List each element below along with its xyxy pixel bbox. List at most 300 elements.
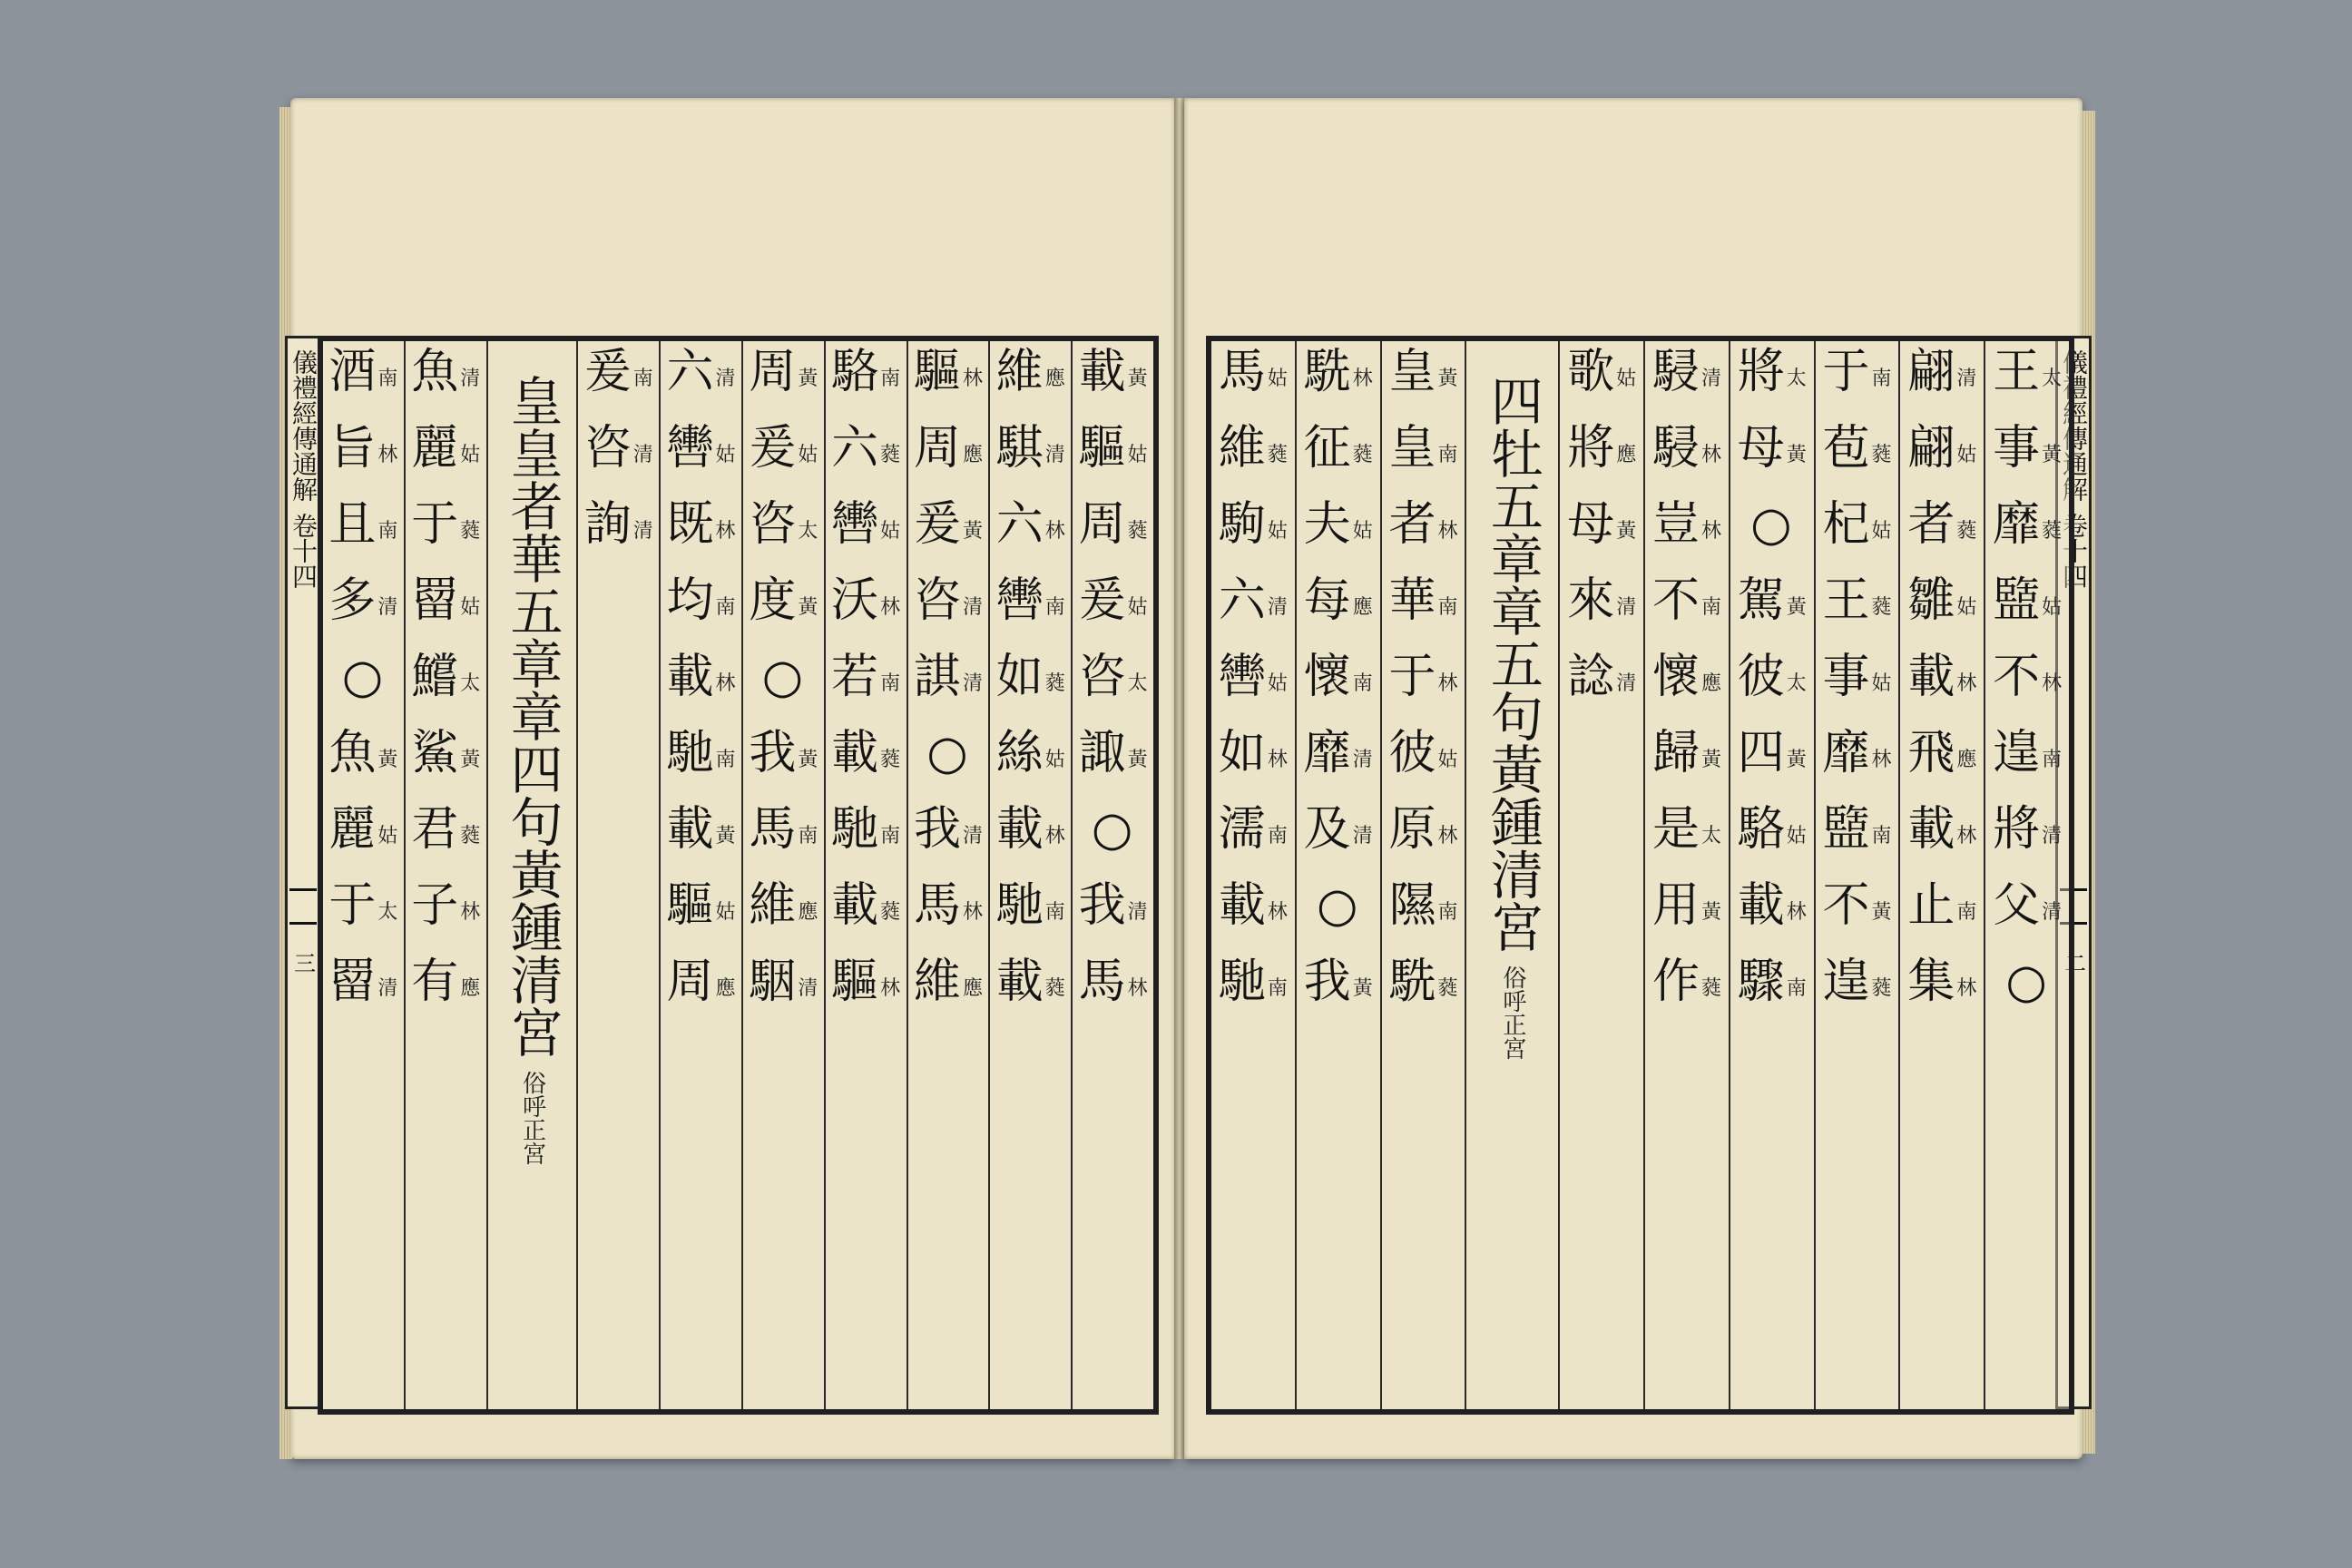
pitch-annotation: 林 [377, 444, 398, 466]
pitch-annotation: 太 [798, 520, 818, 543]
pitch-annotation: 黃 [715, 825, 736, 848]
pitch-annotation: 清 [1616, 672, 1637, 695]
main-character: 作 [1651, 955, 1700, 1009]
pitch-annotation: 清 [1352, 825, 1373, 848]
main-character: 既 [666, 497, 714, 552]
pitch-annotation: 姑 [1956, 444, 1977, 466]
fish-tail-mark-icon [289, 888, 317, 925]
text-cell [667, 575, 736, 652]
text-cell [667, 347, 736, 423]
main-character: 用 [1651, 878, 1700, 933]
pitch-annotation: 林 [880, 977, 901, 1000]
text-cell [328, 728, 397, 804]
pitch-annotation: 清 [962, 825, 983, 848]
main-character: 集 [1907, 955, 1955, 1009]
main-character: 靡 [1303, 726, 1351, 780]
pitch-annotation: 清 [962, 672, 983, 695]
text-cell [1219, 956, 1288, 1033]
text-cell [1738, 423, 1807, 499]
pitch-annotation: 黃 [1127, 749, 1148, 771]
pitch-annotation: 黃 [1437, 368, 1458, 390]
pitch-annotation: 蕤 [1871, 444, 1892, 466]
pitch-annotation: 南 [1956, 901, 1977, 924]
main-character: 不 [1993, 650, 2041, 704]
main-character: 彼 [1737, 650, 1785, 704]
pitch-annotation: 姑 [1616, 368, 1637, 390]
pitch-annotation: 清 [715, 368, 736, 390]
text-cell [584, 499, 653, 575]
pitch-annotation: 姑 [1871, 672, 1892, 695]
pitch-annotation: 姑 [1267, 672, 1288, 695]
text-cell [1907, 804, 1976, 880]
pitch-annotation: 林 [715, 520, 736, 543]
pitch-annotation: 清 [1352, 749, 1373, 771]
pitch-annotation: 清 [1616, 596, 1637, 619]
text-cell [831, 956, 900, 1033]
text-cell [1388, 728, 1457, 804]
pitch-annotation: 南 [1437, 444, 1458, 466]
main-character: 歸 [1651, 726, 1700, 780]
text-cell [749, 423, 818, 499]
main-character: 馳 [666, 726, 714, 780]
main-character: 轡 [666, 421, 714, 475]
page-number: 三 [289, 952, 316, 974]
main-character: 魚 [411, 345, 459, 399]
pitch-annotation: 姑 [1267, 368, 1288, 390]
main-character: 母 [1737, 421, 1785, 475]
main-character: 君 [411, 802, 459, 857]
text-cell [1601, 956, 1602, 1033]
main-character: 母 [1567, 497, 1615, 552]
text-cell [914, 347, 983, 423]
pitch-annotation: 應 [798, 901, 818, 924]
page-number: 二 [2060, 952, 2086, 974]
main-character: 遑 [1993, 726, 2041, 780]
text-cell [996, 423, 1065, 499]
text-cell [1388, 423, 1457, 499]
pitch-annotation: 姑 [1267, 520, 1288, 543]
main-character: 子 [411, 878, 459, 933]
main-character: 止 [1907, 878, 1955, 933]
pitch-annotation: 清 [798, 977, 818, 1000]
main-character: 于 [328, 878, 377, 933]
main-character: 咨 [749, 497, 797, 552]
pitch-annotation: 姑 [715, 901, 736, 924]
pitch-annotation: 林 [1437, 520, 1458, 543]
text-cell [1652, 956, 1721, 1033]
pitch-annotation: 南 [880, 368, 901, 390]
main-character: 罶 [328, 955, 377, 1009]
text-cell [667, 804, 736, 880]
text-column [906, 341, 989, 1409]
main-character: 爰 [1078, 573, 1126, 628]
main-character: 靡 [1993, 497, 2041, 552]
text-cell [1304, 347, 1373, 423]
text-cell [831, 499, 900, 575]
pitch-annotation: 林 [1956, 672, 1977, 695]
main-character: 皇 [1388, 421, 1436, 475]
text-cell [1219, 575, 1288, 652]
pitch-annotation: 姑 [1044, 749, 1065, 771]
text-cell [1993, 652, 2062, 728]
text-cell [1079, 880, 1148, 956]
pitch-annotation: 南 [880, 825, 901, 848]
text-cell [1219, 347, 1288, 423]
main-character: 多 [328, 573, 377, 628]
main-character: 是 [1651, 802, 1700, 857]
text-cell [1738, 956, 1807, 1033]
text-cell [1652, 652, 1721, 728]
pitch-annotation: 蕤 [1267, 444, 1288, 466]
main-character: 轡 [995, 573, 1044, 628]
text-cell [667, 956, 736, 1033]
spine-title: 儀禮經傳通解 [289, 349, 318, 502]
text-column [1984, 341, 2069, 1409]
main-character: 每 [1303, 573, 1351, 628]
pitch-annotation: 黃 [377, 749, 398, 771]
spine-volume: 卷十四 [289, 513, 318, 589]
main-character: 懷 [1303, 650, 1351, 704]
pitch-annotation: 林 [2042, 672, 2063, 695]
text-cell [1079, 499, 1148, 575]
right-page [1184, 98, 2089, 1459]
text-cell [1567, 652, 1636, 728]
text-cell [1823, 956, 1892, 1033]
text-cell [1219, 804, 1288, 880]
main-character: 靡 [1822, 726, 1870, 780]
pitch-annotation: 黃 [1700, 901, 1721, 924]
text-cell [1750, 499, 1793, 575]
main-character: 隰 [1388, 878, 1436, 933]
text-cell [411, 652, 480, 728]
text-cell [618, 652, 620, 728]
text-cell [749, 880, 818, 956]
text-cell [1823, 880, 1892, 956]
text-cell [1567, 423, 1636, 499]
main-character: 載 [831, 878, 879, 933]
pitch-annotation: 黃 [460, 749, 481, 771]
main-character: 維 [1218, 421, 1266, 475]
pitch-annotation: 姑 [460, 444, 481, 466]
pitch-annotation: 南 [1786, 977, 1807, 1000]
text-cell [1738, 347, 1807, 423]
pitch-annotation: 黃 [2042, 444, 2063, 466]
main-character: 盬 [1993, 573, 2041, 628]
pitch-annotation: 南 [377, 368, 398, 390]
main-character: 驅 [1078, 421, 1126, 475]
text-cell [1993, 347, 2062, 423]
text-cell [1993, 804, 2062, 880]
text-cell [1823, 499, 1892, 575]
pitch-annotation: 林 [1044, 825, 1065, 848]
text-cell [1652, 423, 1721, 499]
main-character: 若 [831, 650, 879, 704]
pitch-annotation: 黃 [1786, 749, 1807, 771]
main-character: 諏 [1078, 726, 1126, 780]
text-column [1380, 341, 1465, 1409]
main-character: 維 [913, 955, 961, 1009]
pitch-annotation: 應 [1700, 672, 1721, 695]
main-character: 驅 [913, 345, 961, 399]
main-character: 沃 [831, 573, 879, 628]
pitch-annotation: 太 [1786, 368, 1807, 390]
main-character: 華 [1388, 573, 1436, 628]
main-character: 酒 [328, 345, 377, 399]
text-cell [1079, 652, 1148, 728]
pitch-annotation: 林 [880, 596, 901, 619]
pitch-annotation: 蕤 [1437, 977, 1458, 1000]
text-cell [1907, 956, 1976, 1033]
main-character: 懷 [1651, 650, 1700, 704]
pitch-annotation: 林 [715, 672, 736, 695]
text-columns [323, 341, 1153, 1409]
text-cell [914, 652, 983, 728]
pitch-annotation: 林 [1786, 901, 1807, 924]
pitch-annotation: 林 [1437, 825, 1458, 848]
spine-volume: 卷十四 [2059, 513, 2089, 589]
pitch-annotation: 林 [962, 901, 983, 924]
main-character: 騏 [995, 421, 1044, 475]
text-cell [667, 423, 736, 499]
text-cell [1219, 728, 1288, 804]
pitch-annotation: 黃 [1871, 901, 1892, 924]
main-character: 不 [1651, 573, 1700, 628]
main-character: 駱 [1737, 802, 1785, 857]
text-cell [328, 880, 397, 956]
text-cell [1304, 956, 1373, 1033]
text-cell [926, 728, 969, 804]
main-character: 麗 [411, 421, 459, 475]
main-character: 盬 [1822, 802, 1870, 857]
text-cell [1567, 575, 1636, 652]
main-character: 咨 [1078, 650, 1126, 704]
pitch-annotation: 姑 [377, 825, 398, 848]
pitch-annotation: 南 [1871, 825, 1892, 848]
pitch-annotation: 姑 [880, 520, 901, 543]
text-cell [1317, 880, 1359, 956]
text-cell [1304, 728, 1373, 804]
text-column [1211, 341, 1295, 1409]
text-column [1071, 341, 1153, 1409]
main-character: 征 [1303, 421, 1351, 475]
pitch-annotation: 林 [1956, 825, 1977, 848]
main-character: 六 [995, 497, 1044, 552]
text-cell [667, 880, 736, 956]
text-cell [411, 728, 480, 804]
pitch-annotation: 黃 [1786, 444, 1807, 466]
text-cell [1738, 652, 1807, 728]
pitch-annotation: 太 [377, 901, 398, 924]
pitch-annotation: 太 [2042, 368, 2063, 390]
text-cell [1823, 804, 1892, 880]
text-cell [1219, 423, 1288, 499]
text-cell [749, 956, 818, 1033]
pitch-annotation: 林 [1700, 520, 1721, 543]
pitch-annotation: 姑 [1956, 596, 1977, 619]
main-character: 雛 [1907, 573, 1955, 628]
pitch-annotation: 南 [1044, 901, 1065, 924]
pitch-annotation: 林 [1044, 520, 1065, 543]
main-character: 爰 [583, 345, 632, 399]
pitch-annotation: 林 [962, 368, 983, 390]
pitch-annotation: 南 [1267, 825, 1288, 848]
text-cell [1079, 956, 1148, 1033]
text-column [486, 341, 577, 1409]
pitch-annotation: 南 [377, 520, 398, 543]
pitch-annotation: 蕤 [880, 901, 901, 924]
main-character: 將 [1737, 345, 1785, 399]
text-cell [749, 347, 818, 423]
open-book [290, 98, 2087, 1468]
text-cell [831, 575, 900, 652]
text-cell [1079, 575, 1148, 652]
text-cell [1738, 575, 1807, 652]
text-cell [996, 499, 1065, 575]
pitch-annotation: 蕤 [1700, 977, 1721, 1000]
text-cell [1907, 728, 1976, 804]
main-character: 絲 [995, 726, 1044, 780]
pitch-annotation: 林 [1700, 444, 1721, 466]
text-cell [411, 423, 480, 499]
text-cell [667, 499, 736, 575]
pitch-annotation: 黃 [1616, 520, 1637, 543]
text-column [1295, 341, 1380, 1409]
main-character: 載 [1907, 650, 1955, 704]
pitch-annotation: 南 [1700, 596, 1721, 619]
main-character: 者 [1388, 497, 1436, 552]
main-character: 罶 [411, 573, 459, 628]
pitch-annotation: 應 [1352, 596, 1373, 619]
pitch-annotation: 姑 [1437, 749, 1458, 771]
text-cell [1219, 880, 1288, 956]
main-character: 于 [411, 497, 459, 552]
text-cell [618, 728, 620, 804]
pitch-annotation: 清 [2042, 825, 2063, 848]
text-cell [1993, 423, 2062, 499]
text-cell [914, 880, 983, 956]
pitch-annotation: 南 [632, 368, 653, 390]
main-character: 父 [1993, 878, 2041, 933]
text-cell [1567, 499, 1636, 575]
main-character: 翩 [1907, 345, 1955, 399]
text-cell [914, 956, 983, 1033]
main-character: 驅 [666, 878, 714, 933]
pitch-annotation: 南 [715, 749, 736, 771]
pitch-annotation: 蕤 [1044, 672, 1065, 695]
main-character: 驅 [831, 955, 879, 1009]
pitch-annotation: 姑 [1127, 596, 1148, 619]
text-cell [1907, 575, 1976, 652]
text-cell [1738, 804, 1807, 880]
text-column [1465, 341, 1558, 1409]
main-character: 馳 [995, 878, 1044, 933]
text-column [323, 341, 404, 1409]
pitch-annotation: 蕤 [880, 749, 901, 771]
main-character: 四 [1737, 726, 1785, 780]
text-cell [1652, 804, 1721, 880]
main-character: 度 [749, 573, 797, 628]
text-cell [342, 652, 385, 728]
text-cell [996, 804, 1065, 880]
pitch-annotation: 黃 [1786, 596, 1807, 619]
text-cell [1388, 499, 1457, 575]
main-character: 載 [1218, 878, 1266, 933]
main-character: 維 [749, 878, 797, 933]
text-cell [328, 956, 397, 1033]
pitch-annotation: 林 [1871, 749, 1892, 771]
text-column [659, 341, 741, 1409]
text-cell [411, 575, 480, 652]
pitch-annotation: 清 [632, 444, 653, 466]
main-character: 濡 [1218, 802, 1266, 857]
main-character: 載 [1078, 345, 1126, 399]
text-cell [749, 499, 818, 575]
main-character: 者 [1907, 497, 1955, 552]
main-character: ○ [2005, 955, 2047, 1009]
section-heading: 皇皇者華五章章四句黃鍾清宮 [501, 374, 564, 1058]
pitch-annotation: 應 [1044, 368, 1065, 390]
text-column [1643, 341, 1729, 1409]
text-cell [831, 728, 900, 804]
text-cell [328, 804, 397, 880]
main-character: 駒 [1218, 497, 1266, 552]
text-cell [831, 804, 900, 880]
text-cell [411, 880, 480, 956]
main-character: 且 [328, 497, 377, 552]
pitch-annotation: 應 [715, 977, 736, 1000]
pitch-annotation: 清 [377, 596, 398, 619]
text-cell [1388, 575, 1457, 652]
text-cell [749, 804, 818, 880]
text-cell [1823, 575, 1892, 652]
text-cell [1219, 652, 1288, 728]
main-character: 六 [831, 421, 879, 475]
main-character: 馬 [913, 878, 961, 933]
text-cell [1388, 804, 1457, 880]
main-character: 歌 [1567, 345, 1615, 399]
text-cell [996, 728, 1065, 804]
main-character: 駱 [831, 345, 879, 399]
pitch-annotation: 南 [1871, 368, 1892, 390]
main-character: 馬 [749, 802, 797, 857]
text-cell [1652, 880, 1721, 956]
main-character: 驟 [1737, 955, 1785, 1009]
main-character: 來 [1567, 573, 1615, 628]
text-cell [996, 347, 1065, 423]
pitch-annotation: 黃 [1127, 368, 1148, 390]
text-cell [1388, 956, 1457, 1033]
text-cell [667, 728, 736, 804]
pitch-annotation: 黃 [798, 368, 818, 390]
main-character: 六 [1218, 573, 1266, 628]
main-character: 事 [1993, 421, 2041, 475]
pitch-annotation: 應 [1616, 444, 1637, 466]
main-character: 如 [1218, 726, 1266, 780]
main-character: 咨 [583, 421, 632, 475]
pitch-annotation: 太 [1700, 825, 1721, 848]
text-cell [1993, 728, 2062, 804]
main-character: 魚 [328, 726, 377, 780]
pitch-annotation: 清 [1127, 901, 1148, 924]
text-column [576, 341, 659, 1409]
main-character: 周 [666, 955, 714, 1009]
main-character: 于 [1388, 650, 1436, 704]
text-frame [1206, 336, 2074, 1415]
pitch-annotation: 蕤 [460, 520, 481, 543]
text-cell [914, 575, 983, 652]
text-cell [1823, 652, 1892, 728]
pitch-annotation: 姑 [2042, 596, 2063, 619]
